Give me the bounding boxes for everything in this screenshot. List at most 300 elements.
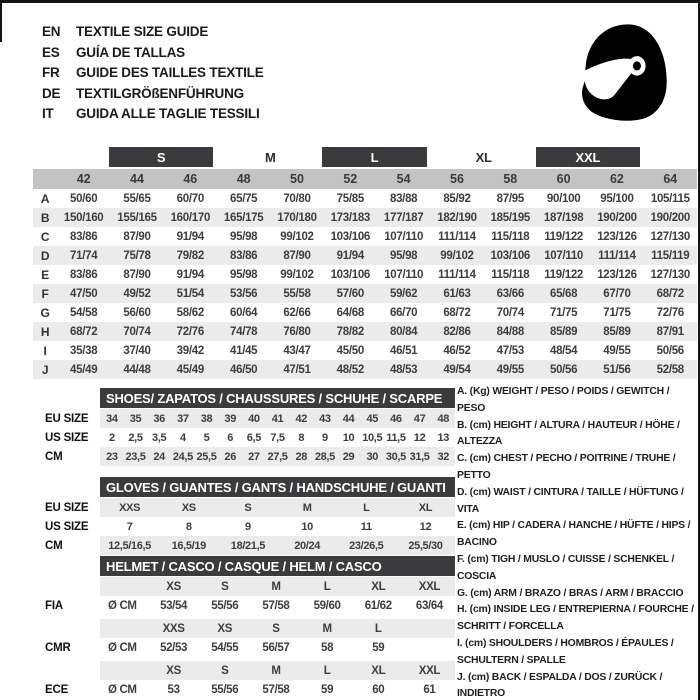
helmet-size-cell: XXL — [418, 580, 441, 593]
cell: 95/100 — [600, 192, 634, 205]
cell: 51/54 — [176, 287, 204, 300]
helmet-size-cell: M — [271, 580, 281, 593]
row-letter: A — [40, 191, 50, 206]
language-code: DE — [42, 85, 61, 101]
size-group-bar — [33, 147, 697, 167]
shoes-table — [45, 388, 455, 466]
cell: 78/82 — [336, 325, 364, 338]
size-header-cell: 56 — [450, 172, 464, 186]
cell: 103/106 — [490, 249, 531, 262]
cell: 52/58 — [656, 363, 684, 376]
legend-item: J. (cm) BACK / ESPALDA / DOS / ZURÜCK / INDIETRO — [457, 671, 663, 700]
cell: 50/56 — [549, 363, 578, 376]
cell: 115/118 — [491, 230, 530, 243]
row-cells — [100, 447, 455, 466]
cell: 65/68 — [549, 287, 578, 300]
cell: 48/52 — [336, 363, 364, 376]
cell: 9 — [245, 520, 251, 533]
table-row-us-size — [45, 428, 455, 447]
cell: 13 — [437, 431, 450, 444]
cell: 30 — [366, 450, 378, 463]
cell: 103/106 — [330, 268, 371, 281]
cell: 46/50 — [230, 363, 258, 376]
gloves-table — [45, 477, 455, 555]
cell: 38 — [200, 412, 213, 425]
row-cells — [100, 638, 455, 657]
cell: 57/60 — [336, 287, 364, 300]
cell: 105/115 — [650, 192, 690, 205]
row-cells — [100, 498, 455, 517]
cell: XS — [181, 501, 196, 514]
cell: 61/63 — [443, 287, 471, 300]
row-label: EU SIZE — [45, 501, 89, 514]
table-row-j — [33, 360, 697, 379]
legend-item: B. (cm) HEIGHT / ALTURA / HAUTEUR / HÖHE / ALTEZZA — [457, 419, 680, 448]
cell: 30,5 — [385, 450, 406, 463]
cell: 7 — [126, 520, 133, 533]
cell: 54/58 — [70, 306, 98, 319]
cell: 68/72 — [443, 306, 471, 319]
cell: 75/85 — [336, 192, 364, 205]
row-letter: C — [40, 229, 50, 244]
size-header-cell: 46 — [183, 172, 198, 186]
cell: 47/53 — [496, 344, 524, 357]
cell: 6 — [227, 431, 234, 444]
helmet-table — [45, 556, 455, 699]
table-row-h — [33, 322, 697, 341]
legend-item: A. (Kg) WEIGHT / PESO / POIDS / GEWITCH / PESO — [457, 386, 670, 414]
cell: 111/114 — [598, 249, 636, 262]
table-row-cmr — [45, 638, 455, 657]
cell: 43/47 — [283, 344, 311, 357]
helmet-size-cell: L — [323, 580, 331, 593]
cell: 85/89 — [549, 325, 578, 338]
cell: 127/130 — [650, 230, 691, 243]
size-group-empty — [57, 147, 109, 167]
language-label: GUIDA ALLE TAGLIE TESSILI — [76, 106, 260, 121]
row-cells — [100, 577, 455, 596]
shoes-rows — [45, 409, 455, 466]
cell: 80/84 — [389, 325, 418, 338]
table-row-b — [33, 208, 697, 227]
main-size-table — [33, 147, 697, 379]
row-cells — [100, 517, 455, 536]
size-header-cell: 52 — [343, 172, 358, 186]
cell: 56/60 — [123, 306, 151, 319]
helmet-title-bar: HELMET / CASCO / CASQUE / HELM / CASCO — [100, 556, 455, 576]
cell: 127/130 — [650, 268, 691, 281]
size-header-cell: 58 — [503, 172, 518, 186]
cell: 27 — [248, 450, 260, 463]
cell: 57/58 — [262, 683, 290, 696]
cell: 84/88 — [496, 325, 524, 338]
row-label: EU SIZE — [45, 412, 89, 425]
cell: 23,5 — [125, 450, 146, 463]
cell: 53/56 — [230, 287, 258, 300]
cell: 95/98 — [389, 249, 418, 262]
cell: 23/26,5 — [349, 539, 384, 552]
cell: 50/60 — [70, 192, 98, 205]
cell: 87/90 — [283, 249, 311, 262]
size-group-empty — [645, 147, 697, 167]
cell: 49/55 — [496, 363, 524, 376]
cell: 18/21,5 — [230, 539, 266, 552]
table-row-a — [33, 189, 697, 208]
cell: 87/95 — [496, 192, 524, 205]
cell: 55/65 — [123, 192, 151, 205]
language-code: EN — [42, 24, 61, 39]
cell: 55/56 — [211, 683, 239, 696]
cell: 8 — [298, 431, 305, 444]
cell: 41/45 — [230, 344, 258, 357]
cell: 70/80 — [283, 192, 311, 205]
cell: 115/118 — [491, 268, 530, 281]
table-row-eu-size — [45, 498, 455, 517]
cell: 42 — [295, 412, 307, 425]
cell: 119/122 — [544, 230, 584, 243]
language-label: TEXTILE SIZE GUIDE — [76, 24, 209, 39]
cell: 75/78 — [123, 249, 151, 262]
cell: 2,5 — [128, 431, 143, 444]
helmet-size-cell: XS — [217, 622, 233, 635]
helmet-size-row-ece — [45, 661, 455, 680]
size-header-cell: 50 — [290, 172, 304, 186]
cell: 45 — [366, 412, 378, 425]
cell: 123/126 — [597, 230, 637, 243]
cell: 165/175 — [223, 211, 264, 224]
cell: 46 — [390, 412, 402, 425]
cell: 12,5/16,5 — [108, 539, 151, 552]
cell: 26 — [224, 450, 236, 463]
cell: 64/68 — [336, 306, 364, 319]
gloves-rows — [45, 498, 455, 555]
cell: 61/62 — [364, 599, 392, 612]
cell: 60/64 — [230, 306, 258, 319]
cell: 59 — [321, 683, 334, 696]
cell: 2 — [108, 431, 115, 444]
legend-item: D. (cm) WAIST / CINTURA / TAILLE / HÜFTUNG / VITA — [457, 486, 684, 515]
size-group-m: M — [265, 149, 276, 165]
cell: 35/38 — [70, 344, 98, 357]
cell: 103/106 — [330, 230, 371, 243]
row-letter: E — [41, 267, 49, 282]
language-code: ES — [42, 44, 60, 60]
cell: 45/49 — [176, 363, 204, 376]
cell: 190/200 — [650, 211, 691, 224]
cell: 68/72 — [70, 325, 98, 338]
cell: 95/98 — [230, 230, 258, 243]
cell: 83/88 — [389, 192, 418, 205]
legend-item: I. (cm) SHOULDERS / HOMBROS / ÉPAULES / SCHULTERN / SPALLE — [457, 637, 674, 666]
cell: 70/74 — [496, 306, 524, 319]
cell: 4 — [179, 431, 186, 444]
cell: 55/56 — [211, 599, 239, 612]
cell: 52/53 — [160, 641, 188, 654]
cell: 28 — [295, 450, 307, 463]
language-label: TEXTILGRÖßENFÜHRUNG — [76, 85, 244, 101]
size-group-xl: XL — [475, 149, 492, 165]
cell: 83/86 — [230, 249, 258, 262]
cell: 99/102 — [440, 249, 474, 262]
cell: 187/198 — [543, 211, 584, 224]
language-row — [42, 63, 264, 84]
row-label: FIA — [45, 599, 63, 612]
cell: 11,5 — [386, 431, 406, 444]
language-row — [42, 104, 264, 125]
cell: 45/50 — [336, 344, 364, 357]
table-row-eu-size — [45, 409, 455, 428]
cell: 29 — [342, 450, 355, 463]
cell: 28,5 — [314, 450, 335, 463]
cell: 61 — [423, 683, 436, 696]
main-table-body — [33, 189, 697, 379]
cell: 119/122 — [544, 268, 584, 281]
cell: 70/74 — [123, 325, 151, 338]
cell: 47/50 — [70, 287, 98, 300]
size-header-cell: 64 — [663, 172, 678, 186]
cell: 50/56 — [656, 344, 684, 357]
helmet-size-cell: M — [322, 622, 332, 635]
legend-item: E. (cm) HIP / CADERA / HANCHE / HÜFTE / HIPS / BACINO — [457, 520, 691, 549]
cell: 55/58 — [283, 287, 311, 300]
cell: 91/94 — [176, 268, 204, 281]
cell: 47/51 — [283, 363, 311, 376]
cell: 99/102 — [280, 230, 314, 243]
cell: 95/98 — [230, 268, 258, 281]
row-letter: I — [43, 343, 47, 358]
row-cells — [100, 536, 455, 555]
size-header-cell: 44 — [130, 172, 144, 186]
row-letter: B — [40, 210, 50, 225]
cell: 74/78 — [230, 325, 258, 338]
cell: 49/55 — [603, 344, 631, 357]
row-cells — [100, 409, 455, 428]
cell: 54/55 — [211, 641, 239, 654]
row-label: ECE — [45, 683, 69, 696]
cell: 160/170 — [170, 211, 211, 224]
helmet-size-cell: XXS — [162, 622, 185, 635]
size-group-s: S — [109, 147, 213, 167]
size-header-cell: 48 — [236, 172, 251, 186]
cell: 107/110 — [544, 249, 584, 262]
cell: 90/100 — [546, 192, 581, 205]
measurement-legend — [457, 384, 697, 700]
cell: 5 — [203, 431, 210, 444]
helmet-size-cell: XXL — [418, 664, 441, 677]
row-label: CM — [45, 539, 63, 552]
cell: 173/183 — [330, 211, 371, 224]
legend-item: H. (cm) INSIDE LEG / ENTREPIERNA / FOURCHE / SCHRITT / FORCELLA — [457, 604, 694, 633]
table-row-d — [33, 246, 697, 265]
table-row-fia — [45, 596, 455, 615]
helmet-size-cell: S — [272, 622, 280, 635]
cell: 8 — [185, 520, 192, 533]
cell: 87/90 — [123, 230, 151, 243]
cell: 63/64 — [415, 599, 443, 612]
frame-top-border — [0, 0, 700, 3]
cell: 65/75 — [230, 192, 258, 205]
cell: 190/200 — [597, 211, 637, 224]
cell: 35 — [129, 412, 142, 425]
shoes-title-bar: SHOES/ ZAPATOS / CHAUSSURES / SCHUHE / SCARPE — [100, 388, 455, 408]
cell: 56/57 — [262, 641, 290, 654]
unit-label: Ø CM — [108, 599, 137, 612]
table-row-e — [33, 265, 697, 284]
cell: 23 — [106, 450, 118, 463]
cell: 66/70 — [389, 306, 418, 319]
helmet-size-cell: XL — [371, 664, 386, 677]
language-row — [42, 22, 264, 43]
cell: 59 — [372, 641, 385, 654]
cell: 68/72 — [656, 287, 684, 300]
row-cells — [100, 661, 455, 680]
row-letter: H — [40, 324, 50, 339]
size-group-l: L — [322, 147, 426, 167]
cell: 41 — [271, 412, 284, 425]
row-cells — [100, 619, 455, 638]
cell: 60 — [372, 683, 385, 696]
legend-item: C. (cm) CHEST / PECHO / POITRINE / TRUHE / PETTO — [457, 453, 676, 481]
row-label: CMR — [45, 641, 71, 654]
unit-label: Ø CM — [108, 683, 137, 696]
cell: 59/60 — [313, 599, 341, 612]
cell: 58/62 — [176, 306, 204, 319]
cell: 72/76 — [176, 325, 204, 338]
cell: 51/56 — [603, 363, 631, 376]
row-letter: J — [41, 362, 49, 377]
table-row-c — [33, 227, 697, 246]
cell: 37 — [177, 412, 189, 425]
cell: 36 — [153, 412, 165, 425]
cell: 177/187 — [383, 211, 424, 224]
cell: XL — [418, 501, 433, 514]
size-header-cell: 60 — [556, 172, 571, 186]
language-row — [42, 43, 264, 64]
cell: M — [302, 501, 312, 514]
cell: 37/40 — [123, 344, 151, 357]
cell: 53/54 — [160, 599, 188, 612]
cell: 111/114 — [438, 268, 476, 281]
cell: 47 — [413, 412, 426, 425]
cell: 32 — [437, 450, 450, 463]
cell: 107/110 — [384, 230, 424, 243]
cell: 49/54 — [443, 363, 471, 376]
cell: 107/110 — [384, 268, 424, 281]
row-label: US SIZE — [45, 520, 89, 533]
cell: 58 — [321, 641, 334, 654]
cell: 85/89 — [603, 325, 631, 338]
row-letter: F — [41, 286, 49, 301]
cell: 57/58 — [262, 599, 290, 612]
cell: 34 — [106, 412, 118, 425]
size-header-cell: 62 — [609, 172, 624, 186]
cell: 44 — [342, 412, 355, 425]
cell: 40 — [248, 412, 260, 425]
cell: 39 — [224, 412, 236, 425]
row-label: CM — [45, 450, 63, 463]
table-row-cm — [45, 447, 455, 466]
cell: 31,5 — [409, 450, 430, 463]
cell: 3,5 — [152, 431, 167, 444]
size-group-xxl: XXL — [536, 147, 640, 167]
group-bar-spacer — [33, 147, 57, 167]
cell: 49/52 — [123, 287, 151, 300]
table-row-i — [33, 341, 697, 360]
language-list — [42, 22, 264, 125]
row-cells — [100, 680, 455, 699]
cell: 71/74 — [70, 249, 98, 262]
frame-left-border — [0, 0, 2, 42]
helmet-rows — [45, 577, 455, 699]
cell: 44/48 — [123, 363, 151, 376]
cell: 83/86 — [70, 230, 98, 243]
language-code: FR — [42, 65, 60, 80]
size-header-cell: 54 — [396, 172, 411, 186]
cell: L — [363, 501, 370, 514]
cell: 25,5 — [196, 450, 217, 463]
row-letter: D — [40, 248, 50, 263]
cell: 39/42 — [176, 344, 204, 357]
cell: 67/70 — [603, 287, 631, 300]
cell: 71/75 — [549, 306, 578, 319]
cell: 7,5 — [270, 431, 285, 444]
language-label: GUÍA DE TALLAS — [76, 44, 185, 60]
cell: 76/80 — [283, 325, 311, 338]
cell: 83/86 — [70, 268, 98, 281]
table-row-f — [33, 284, 697, 303]
cell: 9 — [321, 431, 328, 444]
helmet-size-row-fia — [45, 577, 455, 596]
cell: 91/94 — [336, 249, 364, 262]
cell: 24 — [153, 450, 165, 463]
cell: 99/102 — [280, 268, 314, 281]
cell: 46/51 — [389, 344, 418, 357]
gloves-title-bar: GLOVES / GUANTES / GANTS / HANDSCHUHE / GUANTI — [100, 477, 455, 497]
cell: 182/190 — [437, 211, 477, 224]
cell: 170/180 — [277, 211, 317, 224]
cell: 20/24 — [294, 539, 320, 552]
helmet-size-cell: XL — [371, 580, 386, 593]
size-header-cell: 42 — [76, 172, 91, 186]
cell: 12 — [419, 520, 432, 533]
cell: 59/62 — [389, 287, 418, 300]
cell: 60/70 — [176, 192, 204, 205]
cell: 185/195 — [490, 211, 531, 224]
cell: 48/54 — [549, 344, 578, 357]
row-cells — [100, 596, 455, 615]
row-label: US SIZE — [45, 431, 89, 444]
language-code: IT — [42, 106, 54, 121]
cell: 43 — [319, 412, 331, 425]
cell: 123/126 — [597, 268, 637, 281]
table-row-g — [33, 303, 697, 322]
language-label: GUIDE DES TAILLES TEXTILE — [76, 65, 264, 80]
helmet-size-cell: S — [221, 664, 229, 677]
cell: 12 — [413, 431, 426, 444]
cell: 150/160 — [63, 211, 104, 224]
cell: 24,5 — [172, 450, 193, 463]
cell: 46/52 — [443, 344, 471, 357]
helmet-size-cell: XS — [166, 580, 181, 593]
cell: 16,5/19 — [171, 539, 206, 552]
cell: 82/86 — [443, 325, 471, 338]
cell: 53 — [167, 683, 180, 696]
cell: 10 — [342, 431, 355, 444]
cell: 27,5 — [267, 450, 288, 463]
size-header-row — [33, 169, 697, 189]
row-letter: G — [40, 305, 50, 320]
cell: 62/66 — [283, 306, 311, 319]
